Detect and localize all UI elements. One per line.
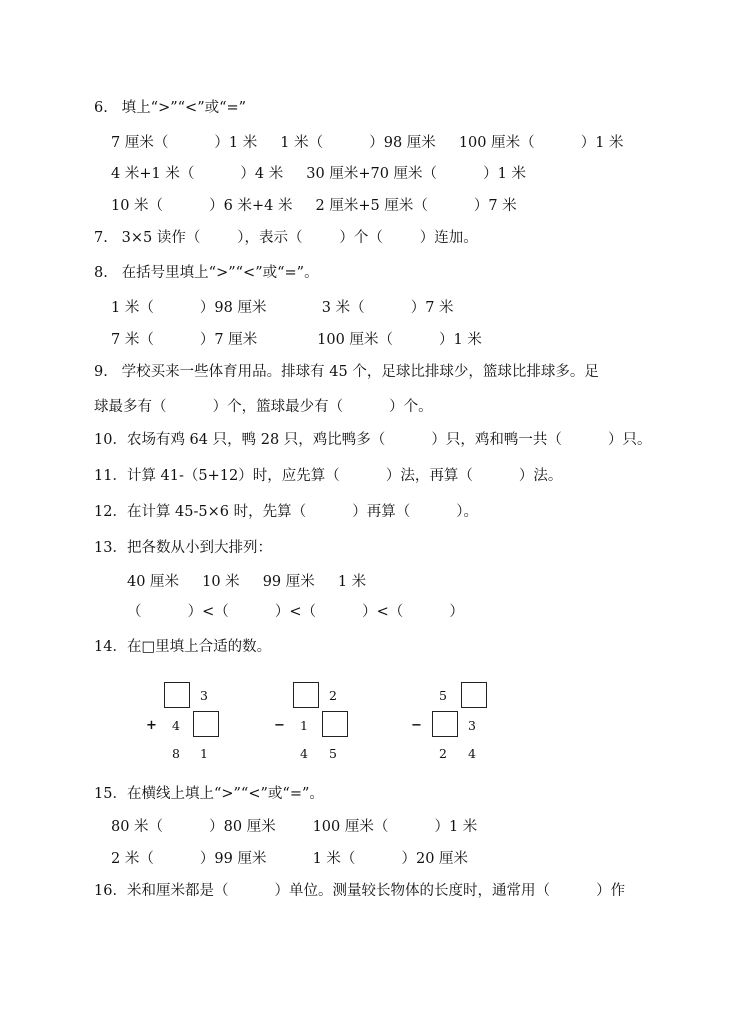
q8-row-1: 1 米（ ）98 厘米 3 米（ ）7 米 bbox=[111, 300, 454, 316]
q10-text: 10．农场有鸡 64 只，鸭 28 只，鸡比鸭多（ ）只，鸡和鸭一共（ ）只。 bbox=[94, 432, 652, 448]
q9-line-1: 9. 学校买来一些体育用品。排球有 45 个，足球比排球少，篮球比排球多。足 bbox=[94, 364, 599, 380]
q6-title: 6. 填上“>”“<”或“=” bbox=[94, 100, 247, 116]
p1-result-digit-2: 1 bbox=[200, 746, 208, 761]
q14-title: 14．在□里填上合适的数。 bbox=[94, 639, 272, 655]
q15-row-1: 80 米（ ）80 厘米 100 厘米（ ）1 米 bbox=[111, 819, 478, 835]
answer-box[interactable] bbox=[432, 711, 458, 737]
p3-result-digit-2: 4 bbox=[468, 746, 476, 761]
p1-result-digit-1: 8 bbox=[172, 746, 180, 761]
p3-mid-digit: 3 bbox=[468, 718, 476, 733]
q9-line-2: 球最多有（ ）个，篮球最少有（ ）个。 bbox=[94, 399, 433, 415]
p1-top-digit: 3 bbox=[200, 688, 208, 703]
q8-title: 8. 在括号里填上“>”“<”或“=”。 bbox=[94, 265, 319, 281]
answer-box[interactable] bbox=[164, 682, 190, 708]
q6-row-3: 10 米（ ）6 米+4 米 2 厘米+5 厘米（ ）7 米 bbox=[111, 198, 517, 214]
q13-order: （ ）<（ ）<（ ）<（ ） bbox=[127, 604, 464, 620]
q11-text: 11．计算 41-（5+12）时，应先算（ ）法，再算（ ）法。 bbox=[94, 468, 563, 484]
q7-text: 7. 3×5 读作（ ），表示（ ）个（ ）连加。 bbox=[94, 230, 478, 246]
q13-title: 13．把各数从小到大排列： bbox=[94, 540, 272, 556]
p2-result-digit-1: 4 bbox=[300, 746, 308, 761]
q8-row-2: 7 米（ ）7 厘米 100 厘米（ ）1 米 bbox=[111, 332, 482, 348]
q12-text: 12．在计算 45-5×6 时，先算（ ）再算（ ）。 bbox=[94, 504, 479, 520]
answer-box[interactable] bbox=[193, 711, 219, 737]
q6-row-1: 7 厘米（ ）1 米 1 米（ ）98 厘米 100 厘米（ ）1 米 bbox=[111, 135, 624, 151]
p3-operator: − bbox=[411, 718, 422, 733]
q13-numbers: 40 厘米 10 米 99 厘米 1 米 bbox=[127, 574, 367, 590]
p2-mid-digit: 1 bbox=[300, 718, 308, 733]
q15-title: 15．在横线上填上“>”“<”或“=”。 bbox=[94, 786, 324, 802]
q16-text: 16．米和厘米都是（ ）单位。测量较长物体的长度时，通常用（ ）作 bbox=[94, 883, 626, 899]
q15-row-2: 2 米（ ）99 厘米 1 米（ ）20 厘米 bbox=[111, 851, 469, 867]
answer-box[interactable] bbox=[461, 682, 487, 708]
q6-row-2: 4 米+1 米（ ）4 米 30 厘米+70 厘米（ ）1 米 bbox=[111, 166, 526, 182]
p2-top-digit: 2 bbox=[329, 688, 337, 703]
p3-result-digit-1: 2 bbox=[439, 746, 447, 761]
answer-box[interactable] bbox=[293, 682, 319, 708]
p1-operator: + bbox=[146, 718, 157, 733]
p2-result-digit-2: 5 bbox=[329, 746, 337, 761]
p3-top-digit: 5 bbox=[439, 688, 447, 703]
p1-mid-digit: 4 bbox=[172, 718, 180, 733]
answer-box[interactable] bbox=[322, 711, 348, 737]
p2-operator: − bbox=[274, 718, 285, 733]
